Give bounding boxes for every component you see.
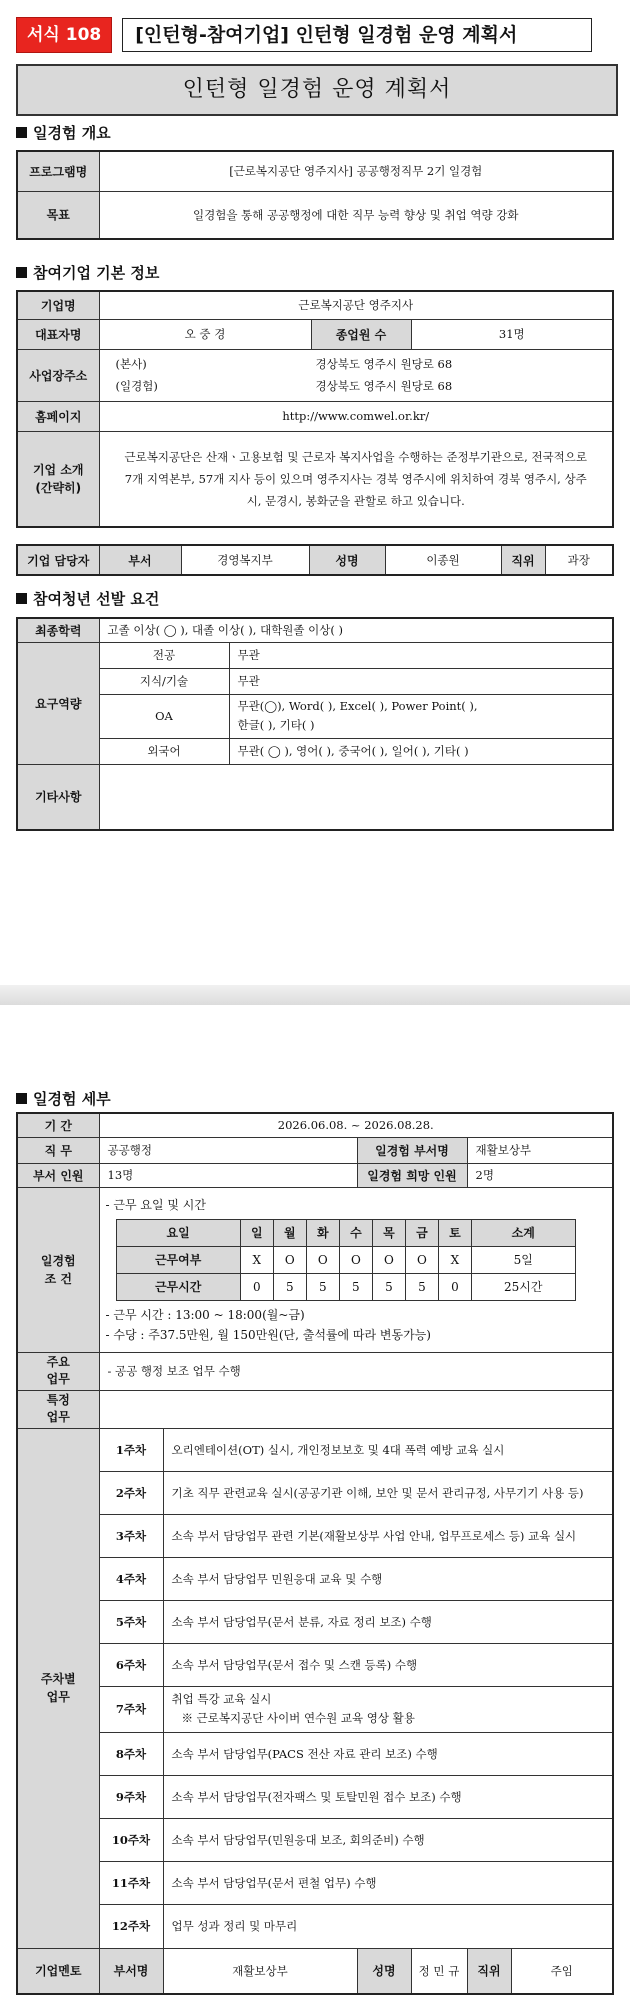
hope-count-value: 2명 (467, 1163, 613, 1187)
week-number: 11주차 (99, 1861, 163, 1904)
week-number: 6주차 (99, 1643, 163, 1686)
contact-position-value: 과장 (545, 545, 613, 575)
special-duty-label: 특정 업무 (17, 1390, 99, 1428)
education-value: 고졸 이상( ◯ ), 대졸 이상( ), 대학원졸 이상( ) (99, 618, 613, 642)
page-break (0, 985, 630, 1005)
week-task: 기초 직무 관련교육 실시(공공기관 이해, 보안 및 문서 관리규정, 사무기기 사용 등) (163, 1471, 613, 1514)
conditions-time: - 근무 시간 : 13:00 ~ 18:00(월~금) (105, 1307, 305, 1322)
conditions-pay: - 수당 : 주37.5만원, 월 150만원(단, 출석률에 따라 변동가능) (105, 1327, 431, 1342)
week-number: 1주차 (99, 1428, 163, 1471)
work-dept-label: 일경험 부서명 (357, 1137, 467, 1163)
etc-label: 기타사항 (17, 764, 99, 830)
schedule-head: 요일 (116, 1219, 240, 1246)
week-task: 소속 부서 담당업무(전자팩스 및 토탈민원 접수 보조) 수행 (163, 1775, 613, 1818)
duty-label: 직 무 (17, 1137, 99, 1163)
week-task: 취업 특강 교육 실시 (171, 1692, 272, 1706)
schedule-cell: X (240, 1246, 273, 1273)
mentor-label: 기업멘토 (17, 1948, 99, 1994)
schedule-head: 목 (372, 1219, 405, 1246)
section-requirements-label: 참여청년 선발 요건 (33, 590, 160, 608)
schedule-cell: 0 (240, 1273, 273, 1300)
week-task: 소속 부서 담당업무(문서 분류, 자료 정리 보조) 수행 (163, 1600, 613, 1643)
mentor-name-value: 정 민 규 (411, 1948, 467, 1994)
week-task: 소속 부서 담당업무(민원응대 보조, 회의준비) 수행 (163, 1818, 613, 1861)
schedule-head: 수 (339, 1219, 372, 1246)
schedule-head: 화 (306, 1219, 339, 1246)
schedule-head: 토 (438, 1219, 471, 1246)
ceo-value: 오 중 경 (99, 319, 311, 349)
section-overview (16, 122, 111, 143)
period-value: 2026.06.08. ~ 2026.08.28. (99, 1113, 613, 1137)
week-task: 소속 부서 담당업무 관련 기본(재활보상부 사업 안내, 업무프로세스 등) 교육 실시 (163, 1514, 613, 1557)
contact-dept-value: 경영복지부 (181, 545, 309, 575)
contact-dept-label: 부서 (99, 545, 181, 575)
contact-label: 기업 담당자 (17, 545, 99, 575)
section-company (16, 262, 159, 283)
week-task: 소속 부서 담당업무(문서 편철 업무) 수행 (163, 1861, 613, 1904)
oa-cell (229, 694, 613, 738)
schedule-row-hours (116, 1273, 575, 1300)
schedule-cell: O (372, 1246, 405, 1273)
week-number: 10주차 (99, 1818, 163, 1861)
conditions-intro: - 근무 요일 및 시간 (105, 1197, 206, 1212)
homepage-label: 홈페이지 (17, 401, 99, 431)
competency-label: 요구역량 (17, 642, 99, 764)
contact-position-label: 직위 (501, 545, 545, 575)
schedule-head: 소계 (471, 1219, 575, 1246)
schedule-cell: O (306, 1246, 339, 1273)
form-number-badge: 서식 108 (16, 17, 112, 53)
schedule-cell: X (438, 1246, 471, 1273)
schedule-head: 월 (273, 1219, 306, 1246)
week-number: 7주차 (99, 1686, 163, 1732)
section-requirements (16, 588, 159, 609)
week-task: 소속 부서 담당업무(문서 접수 및 스캔 등록) 수행 (163, 1643, 613, 1686)
week-number: 8주차 (99, 1732, 163, 1775)
detail-table (16, 1112, 614, 1995)
oa-value-line2: 한글( ), 기타( ) (237, 718, 315, 732)
goal-value: 일경험을 통해 공공행정에 대한 직무 능력 향상 및 취업 역량 강화 (99, 191, 613, 239)
company-name-value: 근로복지공단 영주지사 (99, 291, 613, 319)
program-value: [근로복지공단 영주지사] 공공행정직무 2기 일경험 (99, 151, 613, 191)
hope-count-label: 일경험 희망 인원 (357, 1163, 467, 1187)
schedule-cell: 5 (339, 1273, 372, 1300)
duty-value: 공공행정 (99, 1137, 357, 1163)
schedule-cell: 0 (438, 1273, 471, 1300)
mentor-position-value: 주임 (511, 1948, 613, 1994)
week-number: 9주차 (99, 1775, 163, 1818)
document-title: 인턴형 일경험 운영 계획서 (16, 64, 618, 116)
mentor-position-label: 직위 (467, 1948, 511, 1994)
week-task: 오리엔테이션(OT) 실시, 개인정보보호 및 4대 폭력 예방 교육 실시 (163, 1428, 613, 1471)
section-company-label: 참여기업 기본 정보 (33, 264, 160, 282)
schedule-head: 일 (240, 1219, 273, 1246)
week-number: 2주차 (99, 1471, 163, 1514)
major-label: 전공 (99, 642, 229, 668)
homepage-link[interactable]: http://www.comwel.or.kr/ (99, 401, 613, 431)
form-header (16, 18, 592, 52)
week-task: 업무 성과 정리 및 마무리 (163, 1904, 613, 1948)
company-intro-label: 기업 소개 (간략히) (17, 431, 99, 527)
section-detail-label: 일경험 세부 (33, 1090, 111, 1108)
schedule-cell: 근무여부 (116, 1246, 240, 1273)
dept-staff-value: 13명 (99, 1163, 357, 1187)
address-hq-tag: (본사) (115, 357, 147, 371)
schedule-head: 금 (405, 1219, 438, 1246)
schedule-cell: 5 (405, 1273, 438, 1300)
skill-label: 지식/기술 (99, 668, 229, 694)
schedule-cell: 5 (306, 1273, 339, 1300)
square-bullet-icon (16, 267, 27, 278)
square-bullet-icon (16, 1093, 27, 1104)
schedule-cell: O (405, 1246, 438, 1273)
schedule-cell: O (273, 1246, 306, 1273)
company-table (16, 290, 614, 528)
week-task: 소속 부서 담당업무(PACS 전산 자료 관리 보조) 수행 (163, 1732, 613, 1775)
oa-value-line1: 무관(◯), Word( ), Excel( ), Power Point( ), (237, 699, 478, 713)
contact-name-label: 성명 (309, 545, 385, 575)
week-task-cell (163, 1686, 613, 1732)
dept-staff-label: 부서 인원 (17, 1163, 99, 1187)
staff-count-label: 종업원 수 (311, 319, 411, 349)
mentor-dept-label: 부서명 (99, 1948, 163, 1994)
company-intro-value: 근로복지공단은 산재ㆍ고용보험 및 근로자 복지사업을 수행하는 준정부기관으로, 전국적으로 7개 지역본부, 57개 지사 등이 있으며 영주지사는 경북 영주시에 위치하여 경북 영주시, 상주시, 문경시, 봉화군을 관할로 하고 있습니다. (99, 431, 613, 527)
schedule-row-workdays (116, 1246, 575, 1273)
program-label: 프로그램명 (17, 151, 99, 191)
form-title: [인턴형-참여기업] 인턴형 일경험 운영 계획서 (122, 18, 592, 52)
week-task-note: ※ 근로복지공단 사이버 연수원 교육 영상 활용 (181, 1711, 415, 1725)
overview-table (16, 150, 614, 240)
mentor-name-label: 성명 (357, 1948, 411, 1994)
main-duty-value: - 공공 행정 보조 업무 수행 (99, 1352, 613, 1390)
square-bullet-icon (16, 127, 27, 138)
week-number: 4주차 (99, 1557, 163, 1600)
oa-label: OA (99, 694, 229, 738)
week-number: 5주차 (99, 1600, 163, 1643)
address-cell (99, 349, 613, 401)
schedule-table (116, 1219, 576, 1301)
goal-label: 목표 (17, 191, 99, 239)
company-name-label: 기업명 (17, 291, 99, 319)
address-workplace-tag: (일경험) (115, 379, 158, 393)
education-label: 최종학력 (17, 618, 99, 642)
main-duty-label: 주요 업무 (17, 1352, 99, 1390)
schedule-cell: 5 (372, 1273, 405, 1300)
ceo-label: 대표자명 (17, 319, 99, 349)
period-label: 기 간 (17, 1113, 99, 1137)
section-detail (16, 1088, 111, 1109)
contact-table (16, 544, 614, 576)
language-value: 무관( ◯ ), 영어( ), 중국어( ), 일어( ), 기타( ) (229, 738, 613, 764)
schedule-cell: 근무시간 (116, 1273, 240, 1300)
weekly-label: 주차별 업무 (17, 1428, 99, 1948)
schedule-cell: 5일 (471, 1246, 575, 1273)
conditions-label: 일경험 조 건 (17, 1187, 99, 1352)
week-number: 12주차 (99, 1904, 163, 1948)
address-label: 사업장주소 (17, 349, 99, 401)
address-hq: 경상북도 영주시 원당로 68 (315, 357, 453, 371)
requirements-table (16, 617, 614, 831)
mentor-dept-value: 재활보상부 (163, 1948, 357, 1994)
etc-value (99, 764, 613, 830)
language-label: 외국어 (99, 738, 229, 764)
special-duty-value (99, 1390, 613, 1428)
schedule-cell: 5 (273, 1273, 306, 1300)
address-workplace: 경상북도 영주시 원당로 68 (315, 379, 453, 393)
schedule-cell: O (339, 1246, 372, 1273)
work-dept-value: 재활보상부 (467, 1137, 613, 1163)
schedule-cell: 25시간 (471, 1273, 575, 1300)
skill-value: 무관 (229, 668, 613, 694)
major-value: 무관 (229, 642, 613, 668)
week-task: 소속 부서 담당업무 민원응대 교육 및 수행 (163, 1557, 613, 1600)
square-bullet-icon (16, 593, 27, 604)
staff-count-value: 31명 (411, 319, 613, 349)
week-number: 3주차 (99, 1514, 163, 1557)
conditions-cell (99, 1187, 613, 1352)
section-overview-label: 일경험 개요 (33, 124, 111, 142)
contact-name-value: 이종원 (385, 545, 501, 575)
